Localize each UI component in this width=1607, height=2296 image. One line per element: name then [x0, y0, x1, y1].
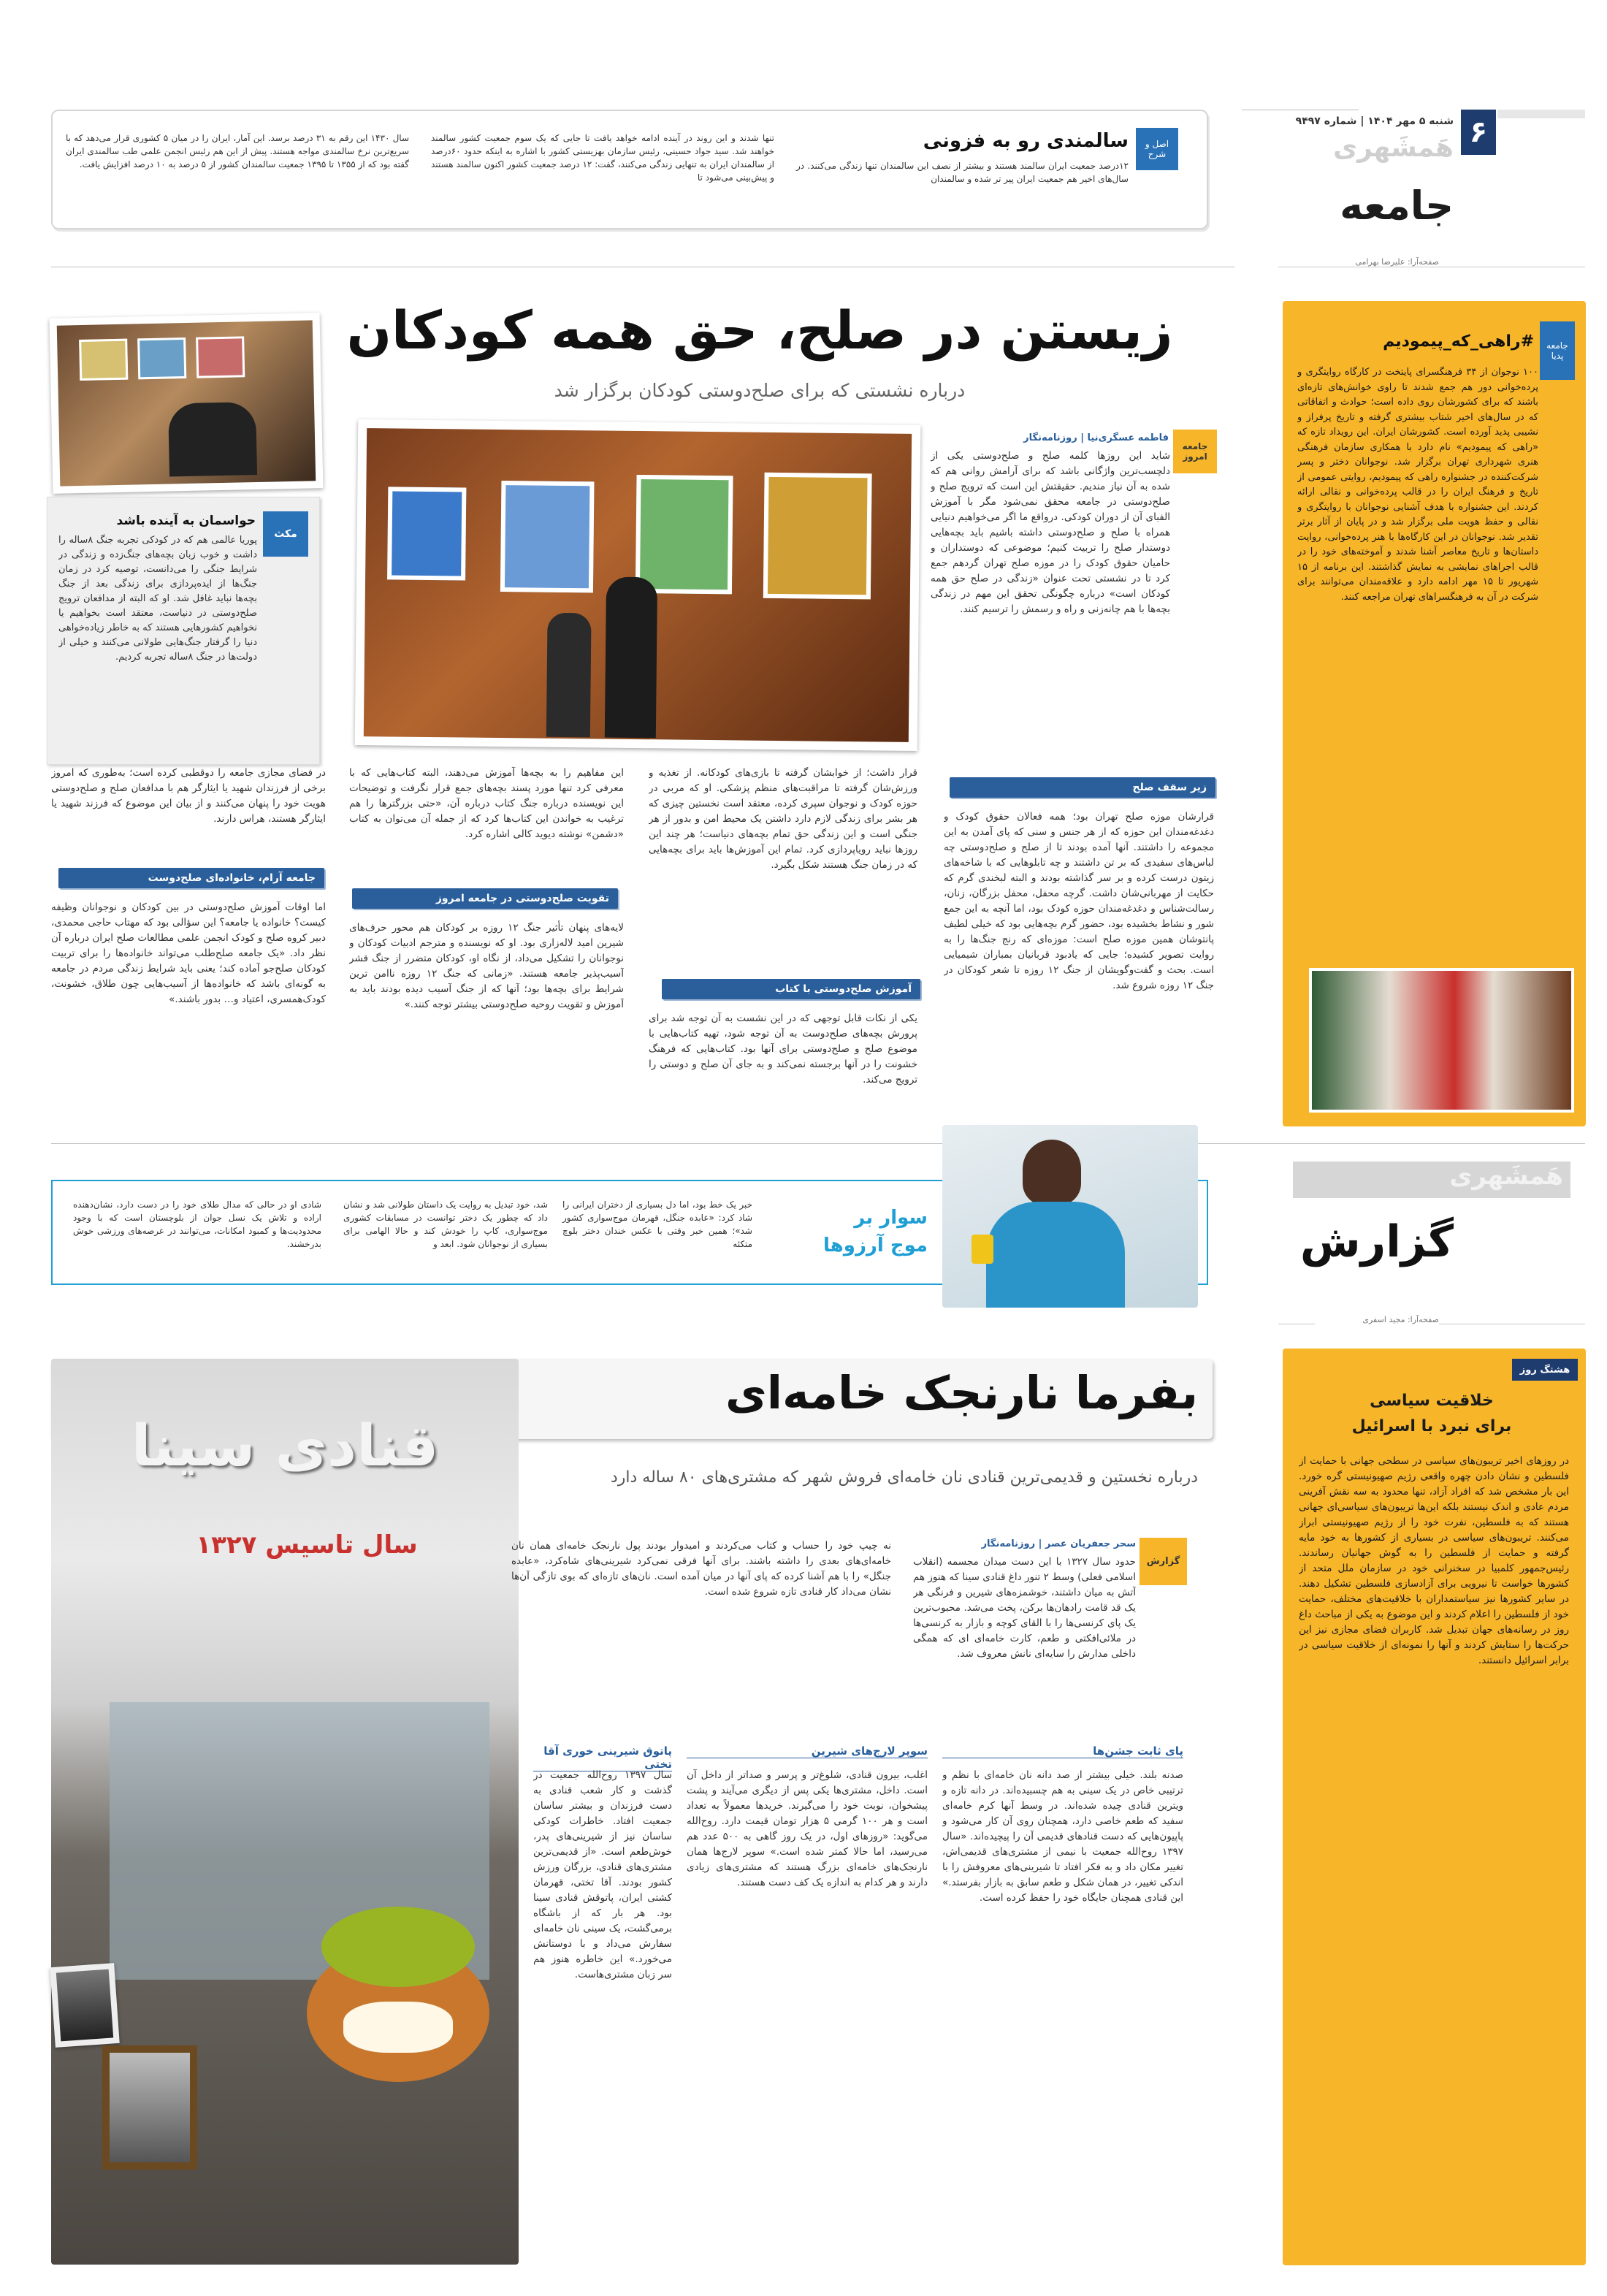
sidebar-top-body: ۱۰۰ نوجوان از ۳۴ فرهنگسرای پایتخت در کارگاه روایتگری و پرده‌خوانی دور هم جمع شدند تا راوی خوانش‌های تازه‌ای باشند که برای کشورشان روی داده است؛ حوادث و اتفاقاتی که در سال‌های اخیر شتاب بیشتری گرفته و تاریخ پرفراز و نشیبی پدید آورده است. کشورشان ایران. این رویداد تازه که «راهی که پیمودیم» نام دارد با همکاری سازمان فرهنگی هنری شهرداری تهران برگزار شد. نوجوانان دختر و پسر شرکت‌کننده در جشنواره راهی که پیمودیم، روایتی عمومی از تاریخ و فرهنگ ایران را در قالب پرده‌خوانی و نقالی ارائه کردند. این جشنواره با هدف آشنایی نوجوانان با روایتگری و نقالی و حفظ هویت ملی برگزار شد و در پایان از آثار برتر تقدیر شد. نوجوانان در این کارگاه‌ها با هنر پرده‌خوانی، روایت داستان‌ها و تاریخ معاصر آشنا شدند و آموخته‌های خود را در قالب اجراهای نمایشی به نمایش گذاشتند. این برنامه از ۱۵ شهریور تا ۱۵ مهر ادامه دارد و علاقه‌مندان می‌توانند برای شرکت در آن به فرهنگسراهای تهران مراجعه کنند. — [1297, 367, 1538, 603]
sub-peace-books: آموزش صلح‌دوستی با کتاب — [662, 979, 920, 999]
sidebar-bottom-body: در روزهای اخیر تریبون‌های سیاسی در سطحی جهانی با حمایت از فلسطین و نشان دادن چهره واقعی رژیم صهیونیستی گره خورد. این بار مشخص شد که افراد آزاد، تنها محدود به سه نقش آفرینی مردم عادی و اندک نیستند بلکه این‌ها تریبون‌های سیاسی‌ای جهانی هستند که به فلسطین، نفرت خود را از رژیم صهیونیستی ابراز می‌کنند. تریبون‌های سیاسی در بسیاری از کشورها به خود مایه گرفته و حمایت از فلسطین را به گوش جهانیان رساندند. رئیس‌جمهور کلمبیا در سخنرانی خود در سازمان ملل متحد از کشورها خواست تا نیرویی برای آزادسازی فلسطین تشکیل دهند. در سایر کشورها نیز سیاستمداران با خلاقیت‌های مختلف، حمایت خود از فلسطین را اعلام کردند و این موضوع به یکی از مباحث داغ روز در رسانه‌های جهان تبدیل شد. کاربران فضای مجازی نیز این حرکت‌ها را ستایش کردند و آنها را نمونه‌ای از خلاقیت سیاسی در برابر اسرائیل دانستند. — [1299, 1455, 1569, 1666]
sub-under-roof: زیر سقف صلح — [950, 777, 1215, 798]
report-col1-sub: پای ثابت جشن‌ها — [942, 1744, 1183, 1758]
page-number: ۶ — [1461, 110, 1496, 155]
main-col4: در فضای مجازی جامعه را دوقطبی کرده است؛ به‌طوری که امروز برخی از فرزندان شهید یا ایثارگر هم با مدافعان صلح و صلح‌دوستی هویت خود را پنهان می‌کنند و از بیان این موضوع که فرزند شهید یا ایثارگر هستند، هراس دارند. — [51, 767, 326, 825]
pastry-image — [278, 1877, 511, 2097]
sub-calm-society: جامعه آرام، خانواده‌ای صلح‌دوست — [58, 868, 324, 888]
photo-card-title: حواسمان به آینده باشد — [116, 514, 256, 528]
surf-title-2: موج آرزوها — [823, 1235, 928, 1256]
surf-photo — [942, 1125, 1198, 1308]
main-col4b: اما اوقات آموزش صلح‌دوستی در بین کودکان و نوجوانان وظیفه کیست؟ خانواده یا جامعه؟ این سؤالی بود که مهتاب حاجی محمدی، دبیر کروه صلح و کودک انجمن علمی مطالعات صلح ایران درباره آن نظر داد. «یک جامعه صلح‌طلب می‌تواند خانواده‌ها را برای تربیت کودکان صلح‌جو آماده کند؛ یعنی باید شرایط زندگی مردم در جامعه به گونه‌ای باشد که خانواده‌ها از آسیب‌هایی چون طلاق، خشونت، کودک‌همسری، اعتیاد و… بدور باشند.» — [51, 901, 326, 1005]
report-lead2: نه چیپ خود را حساب و کتاب می‌کردند و امیدوار بودند پول نارنجک خامه‌ای همان نان خامه‌ای‌های بعدی را داشته باشند. برای آنها فرقی نمی‌کرد شیرینی‌های شاه‌کرد، «عابده جنگل» را با هم آشنا کرده که پای آنها در میان آمده است. نان‌های تازه‌ای که بوی تازگی آن‌ها نشان می‌داد کار قنادی تازه شروع شده است. — [511, 1540, 891, 1598]
main-col1: قرارشان موزه صلح تهران بود؛ همه فعالان حقوق کودک و دغدغه‌مندان این حوزه که از هر جنس و سنی که پای آمدن به این مجموعه را داشتند. آنها آمده بودند تا از صلح و صلح‌دوستی چه لباس‌های سفیدی که بر تن داشتند و چه تابلوهایی که با شاخه‌های زیتون درست کرده و بر سر گذاشته بودند و البته لبخندی گرم که حکایت از مهربانی‌شان داشت. گرچه محفل، محفل بزرگان، زنان، رسالت‌شناس و دغدغه‌مندان حوزه کودک بود، اما آنچه به این جمع شور و نشاط بخشیده بود، حضور گرم بچه‌هایی بود که خیلی لطیف پانتوشان همین موزه صلح است: موزه‌ای که رنج جنگ‌ها را به روایت تصویر کشیده؛ جایی که یادبود قربانیان بمباران شیمیایی است. بحث و گفت‌وگویشان از جنگ ۱۲ روزه تا شعر کودکان در جنگ ۱۲ روزه شروع شد. — [944, 811, 1214, 991]
photo-card-body: پوریا عالمی هم که در کودکی تجربه جنگ ۸ساله را داشت و خوب زبان بچه‌های جنگ‌زده و زندگی در شرایط جنگی را می‌دانست، توصیه کرد در زمان جنگ‌ها از ایده‌پردازی برای زندگی بعد از جنگ بچه‌ها نباید غافل شد. او که البته از مدافعان ترویج صلح‌دوستی در دنیاست، معتقد است بخواهیم یا نخواهیم کشورهایی هستند که به خاطر زیاده‌خواهی دنیا را گرفتار جنگ‌هایی طولانی می‌کنند و خیلی از دولت‌ها در جنگ ۸ساله تجربه کردیم. — [58, 535, 257, 663]
old-photo-1 — [50, 1963, 119, 2048]
shop-year: سال تاسیس ۱۳۲۷ — [196, 1530, 418, 1560]
corner-photo — [50, 313, 324, 494]
main-byline: فاطمه عسگری‌نیا | روزنامه‌نگار — [1023, 432, 1169, 443]
top-box-col1: ۱۲درصد جمعیت ایران سالمند هستند و بیشتر از نصف این سالمندان تنها زندگی می‌کنند. در سال‌های اخیر هم جمعیت ایران پیر تر شده و سالمندان — [796, 161, 1129, 184]
sidebar-bottom-title2: برای نبرد با اسرائیل — [1351, 1417, 1512, 1435]
sidebar-bottom-tag: هشتگ روز — [1512, 1359, 1578, 1381]
top-box-col2: تنها شدند و این روند در آینده ادامه خواهد یافت تا جایی که یک سوم جمعیت کشور سالمند خواهند شد. سید جواد حسینی، رئیس سازمان بهزیستی کشور با اشاره به اینکه حدود ۶۰درصد از سالمندان ایران به تنهایی زندگی می‌کنند، گفت: ۱۲ درصد جمعیت کشور اکنون سالمند هستند و پیش‌بینی می‌شود تا — [431, 133, 774, 183]
main-col3: این مفاهیم را به بچه‌ها آموزش می‌دهند، البته کتاب‌هایی که با معرفی کرد تنها مورد پسند بچه‌های جمع قرار نگرفت و توضیحات این نویسنده درباره جنگ کتاب درباره آن، «حتی بزرگترها را هم ترغیب به خواندن این کتاب‌ها کرد که از جمله آن می‌توان به کتاب «دشمن» نوشته دیوید کالی اشاره کرد. — [349, 767, 624, 840]
old-photo-2 — [102, 2045, 197, 2170]
main-tag: جامعه امروز — [1173, 430, 1217, 473]
report-section-title: گزارش — [1299, 1216, 1454, 1267]
main-lead: شاید این روزها کلمه صلح و صلح‌دوستی یکی از دلچسب‌ترین واژگانی باشد که برای آرامش روانی هم که شده به آن نیاز مندیم. حقیقتش این است که ترویج صلح و صلح‌دوستی در جامعه محقق نمی‌شود مگر با آموزش الفبای آن از دوران کودکی. درواقع ما اگر می‌خواهیم دنیایی همراه با صلح و صلح‌دوستی داشته باشیم باید بچه‌هایی دوستدار صلح را تربیت کنیم؛ موضوعی که دوستداران و حامیان حقوق کودک را در موزه صلح تهران گردهم جمع کرد تا در نشستی تحت عنوان «زندگی در صلح حق همه کودکان است» درباره چگونگی تحقق این مهم در زندگی بچه‌ها با هم چانه‌زنی و راه و رسمش را ترسیم کنند. — [931, 450, 1170, 615]
report-editor-credit: صفحه‌آرا: مجید اسفری — [1315, 1315, 1439, 1324]
issue-info: شنبه ۵ مهر ۱۴۰۴ | شماره ۹۴۹۷ — [1295, 115, 1454, 127]
main-subtitle: درباره نشستی که برای صلح‌دوستی کودکان برگزار شد — [554, 380, 966, 401]
report-lead1: حدود سال ۱۳۲۷ با این دست میدان مجسمه (انقلاب اسلامی فعلی) وسط ۲ تنور داغ قنادی سینا که هنوز هم آتش به میان داشتند، خوشمزه‌های شیرین و فرنگی هر یک قد قامت رادهان‌ها برکن، پخت می‌شد. محبوب‌ترین یک پای کرنسی‌ها را با القای کوچه و بازار به کرنسی‌ها در ملائی‌افکتی و طعم، کارت خامه‌ای ای که همگی داخلی مدارش را سایه‌ای نانش معروف شد. — [913, 1556, 1136, 1660]
report-byline: سحر جعفریان عصر | روزنامه‌نگار — [981, 1538, 1136, 1549]
section-title: جامعه — [1340, 183, 1454, 229]
surf-title-1: سوار بر — [854, 1207, 928, 1229]
report-paper-logo: هَمشَهری — [1293, 1162, 1570, 1198]
report-col3: سال ۱۳۹۷ روح‌الله جمعیت در گذشت و کار شعب قنادی به دست فرزندان و بیشتر ساسان جمعیت افتاد. خاطرات کودکی ساسان نیز از شیرینی‌های پدر، خوش‌طعم است. «از قدیمی‌ترین مشتری‌های قنادی، بزرگان ورزش کشور بودند. آقا تختی، قهرمان کشتی ایران، پاتوقش قنادی سینا بود. هر بار که از باشگاه برمی‌گشت، یک سینی نان خامه‌ای سفارش می‌داد و با دوستانش می‌خورد.» این خاطره هنوز هم سر زبان مشتری‌هاست. — [533, 1769, 672, 1980]
report-col1: صدنه بلند. خیلی بیشتر از صد دانه نان خامه‌ای با نظم و ترتیبی خاص در یک سینی به هم چسبیده‌اند. در دانه تازه و ویترین قنادی چیده شده‌اند. در وسط آنها کرم خامه‌ای سفید که طعم خاصی دارد، همچنان روی آن کار می‌شود و پاپیون‌هایی که دست قناد‌های قدیمی آن را پیچیده‌اند. «سال ۱۳۹۷ روح‌الله جمعیت با نیمی از مشتری‌های قدیمی‌اش، تغییر مکان داد و به فکر افتاد تا شیرینی‌های معروفش را با اندکی تغییر، در همان شکل و طعم سابق به بازار بفرستد.» این قنادی همچنان جایگاه خود را حفظ کرده است. — [942, 1769, 1183, 1904]
editor-credit: صفحه‌آرا: علیرضا بهرامی — [1315, 257, 1439, 267]
sidebar-top-hashtag: #راهی_که_پیمودیم — [1383, 332, 1534, 351]
surf-text2: شد، خود تبدیل به روایت یک داستان طولانی شد و نشان داد که چطور یک دختر توانست در مسابقات کشوری موج‌سواری، کاپ را خودش کند و حالا الهامی برای بسیاری از نوجوانان شود. ابعد و — [343, 1200, 548, 1249]
sidebar-bottom-title1: خلاقیت سیاسی — [1370, 1392, 1494, 1410]
main-col3b: لایه‌های پنهان تأثیر جنگ ۱۲ روزه بر کودکان هم محور حرف‌های شیرین امید لاله‌زاری بود. او که نویسنده و مترجم ادبیات کودکان و نوجوانان را تشکیل می‌داد، از نگاه او، کودکان متضرر از جنگ قشر آسیب‌پذیر جامعه هستند. «زمانی که جنگ ۱۲ روزه ناامن ترین شرایط برای بچه‌ها بود؛ آنها که از جنگ آسیب دیده بودند باید به آموزش و تقویت روحیه صلح‌دوستی بیشتر توجه کنند.» — [349, 922, 624, 1010]
surf-text3: شادی او در حالی که مدال طلای خود را در دست دارد، نشان‌دهنده اراده و تلاش یک نسل جوان از بلوچستان است که با وجود محدودیت‌ها و کمبود امکانات، می‌توانند در عرصه‌های ورزشی خوش بدرخشند. — [73, 1200, 321, 1249]
shop-sign: قنادی سینا — [131, 1414, 439, 1479]
report-title: بفرما نارنجک خامه‌ای — [725, 1366, 1198, 1419]
main-col2: قرار داشت؛ از خوابشان گرفته تا بازی‌های کودکانه. از تغذیه و ورزش‌شان گرفته تا مراقبت‌های منظم پزشکی. او که مربی در حوزه کودک و نوجوان سپری کرده، معتقد است نخستین چیزی که هر بشر برای زندگی لازم دارد داشتن یک محیط امن و بدور از هر جنگی است و این زندگی حق تمام بچه‌های دنیاست؛ هر چند این روزها نباید رویاپردازی کرد. تمام این آموزش‌ها باید برای بچه‌هایی که در زمان جنگ هستند شکل بگیرد. — [649, 767, 917, 871]
surf-text1: خبر یک خط بود، اما دل بسیاری از دختران ایرانی را شاد کرد: «عابده جنگل، قهرمان موج‌سواری کشور شد»؛ همین خبر وقتی با عکس خندان دختر بلوچ متکئه — [562, 1200, 752, 1249]
main-title: زیستن در صلح، حق همه کودکان — [346, 300, 1173, 361]
top-box-tag: اصل و شرح — [1136, 128, 1178, 170]
report-subtitle: درباره نخستین و قدیمی‌ترین قنادی نان خامه‌ای فروش شهر که مشتری‌های ۸۰ ساله دارد — [610, 1468, 1198, 1487]
main-photo-frame — [355, 419, 921, 751]
report-col3-sub: پاتوق شیرینی خوری آقا تختی — [533, 1744, 672, 1771]
main-col2b: یکی از نکات قابل توجهی که در این نشست به آن توجه شد برای پرورش بچه‌های صلح‌دوست به آن توجه شود، تهیه کتاب‌هایی با موضوع صلح و صلح‌دوستی برای آنها بود. کتاب‌هایی که فرهنگ خشونت را در آنها برجسته نمی‌کند و به جای آن صلح و دوستی را ترویج می‌کند. — [649, 1012, 917, 1086]
top-box-col3: سال ۱۴۳۰ این رقم به ۳۱ درصد برسد. این آمار، ایران را در میان ۵ کشوری قرار می‌دهد که با سریع‌ترین نرخ سالمندی مواجه هستند. پیش از این هم رئیس انجمن علمی طب سالمندی ایران گفته بود که از ۱۳۵۵ تا ۱۳۹۵ جمعیت سالمندان کشور از ۵ درصد به ۱۰ درصد افزایش یافت. — [66, 133, 410, 169]
photo-card-tag: مکث — [263, 511, 308, 557]
top-box-title: سالمندی رو به فزونی — [923, 130, 1129, 152]
report-col2-sub: سوپر لارج‌های شیرین — [687, 1744, 928, 1758]
report-col2: اغلب، بیرون قنادی، شلوغ‌تر و پرسر و صداتر از داخل آن است. داخل، مشتری‌ها یکی پس از دیگری می‌آیند و پشت پیشخوان، نوبت خود را می‌گیرند. خریدها معمولاً به تعداد است و هر ۱۰۰ گرمی ۵ هزار تومان قیمت دارد. روح‌الله می‌گوید: «روزهای اول، در یک روز گاهی به ۵۰۰ عدد هم می‌رسید، اما حالا کمتر شده است.» سوپر لارج‌ها همان نارنجک‌های خامه‌ای بزرگ هستند که مشتری‌های زیادی دارند و هر کدام به اندازه یک کف دست هستند. — [687, 1769, 928, 1888]
paper-logo: هَمشَهری — [1333, 133, 1454, 163]
sidebar-top-tag: جامعه پدیا — [1540, 321, 1575, 380]
sub-strengthen-peace: تقویت صلح‌دوستی در جامعه امروز — [352, 888, 618, 909]
report-tag: گزارش — [1140, 1538, 1187, 1585]
sidebar-top-photo — [1309, 968, 1574, 1113]
